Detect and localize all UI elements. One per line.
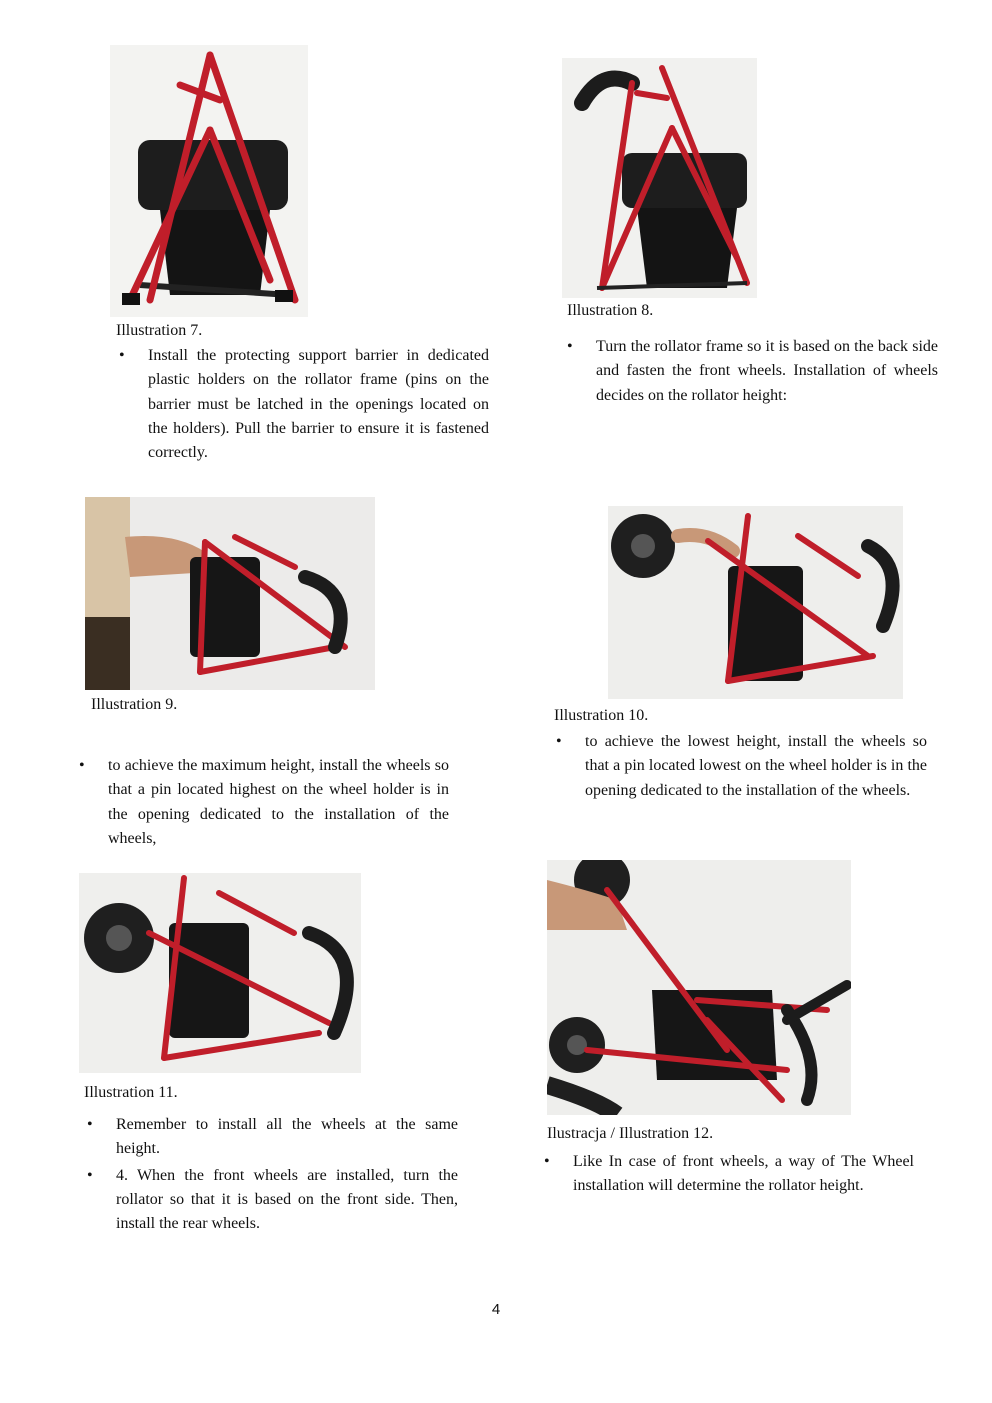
rear-wheel-installation-image — [547, 860, 851, 1115]
list-item: • to achieve the lowest height, install the wheels so that a pin located lowest on the wheel holder is in the opening dedicated to the installation of the wheels. — [585, 730, 927, 803]
illustration-11-instructions — [116, 1113, 458, 1236]
illustration-12-instructions — [573, 1150, 914, 1199]
list-item: • to achieve the maximum height, install the wheels so that a pin located highest on the wheel holder is in the opening dedicated to the installation of the wheels, — [108, 754, 449, 851]
illustration-9-photo — [85, 497, 381, 690]
illustration-11-caption: Illustration 11. — [84, 1084, 178, 1101]
wheel-installed-lowest-image — [608, 506, 903, 699]
person-installing-wheel-image — [85, 497, 381, 690]
list-item: • Like In case of front wheels, a way of The Wheel installation will determine the rollator height. — [573, 1150, 914, 1199]
illustration-10-photo — [608, 506, 903, 699]
illustration-7-instructions — [148, 344, 489, 465]
rollator-folded-image — [110, 45, 308, 317]
illustration-9-instructions — [108, 754, 449, 851]
illustration-8-caption: Illustration 8. — [567, 302, 654, 319]
rollator-frame-handles-image — [562, 58, 757, 298]
front-wheel-installed-image — [79, 873, 361, 1073]
illustration-12-photo — [547, 860, 851, 1115]
list-item: • Remember to install all the wheels at the same height. — [116, 1113, 458, 1162]
list-item: • Install the protecting support barrier in dedicated plastic holders on the rollator frame (pins on the barrier must be latched in the openings located on the holders). Pull the barrier to ensure it is fastened correctly. — [148, 344, 489, 465]
illustration-10-instructions — [585, 730, 927, 803]
list-item: • 4. When the front wheels are installed, turn the rollator so that it is based on the front side. Then, install the rear wheels. — [116, 1164, 458, 1237]
illustration-12-caption: Ilustracja / Illustration 12. — [547, 1125, 714, 1142]
illustration-8-instructions — [596, 335, 938, 408]
page-number: 4 — [491, 1301, 501, 1318]
illustration-7-caption: Illustration 7. — [116, 322, 203, 339]
illustration-11-photo — [79, 873, 361, 1073]
list-item: • Turn the rollator frame so it is based on the back side and fasten the front wheels. Installation of wheels decides on the rollator height: — [596, 335, 938, 408]
illustration-7-photo — [110, 45, 308, 317]
illustration-9-caption: Illustration 9. — [91, 696, 178, 713]
illustration-10-caption: Illustration 10. — [554, 707, 649, 724]
illustration-8-photo — [562, 58, 757, 298]
